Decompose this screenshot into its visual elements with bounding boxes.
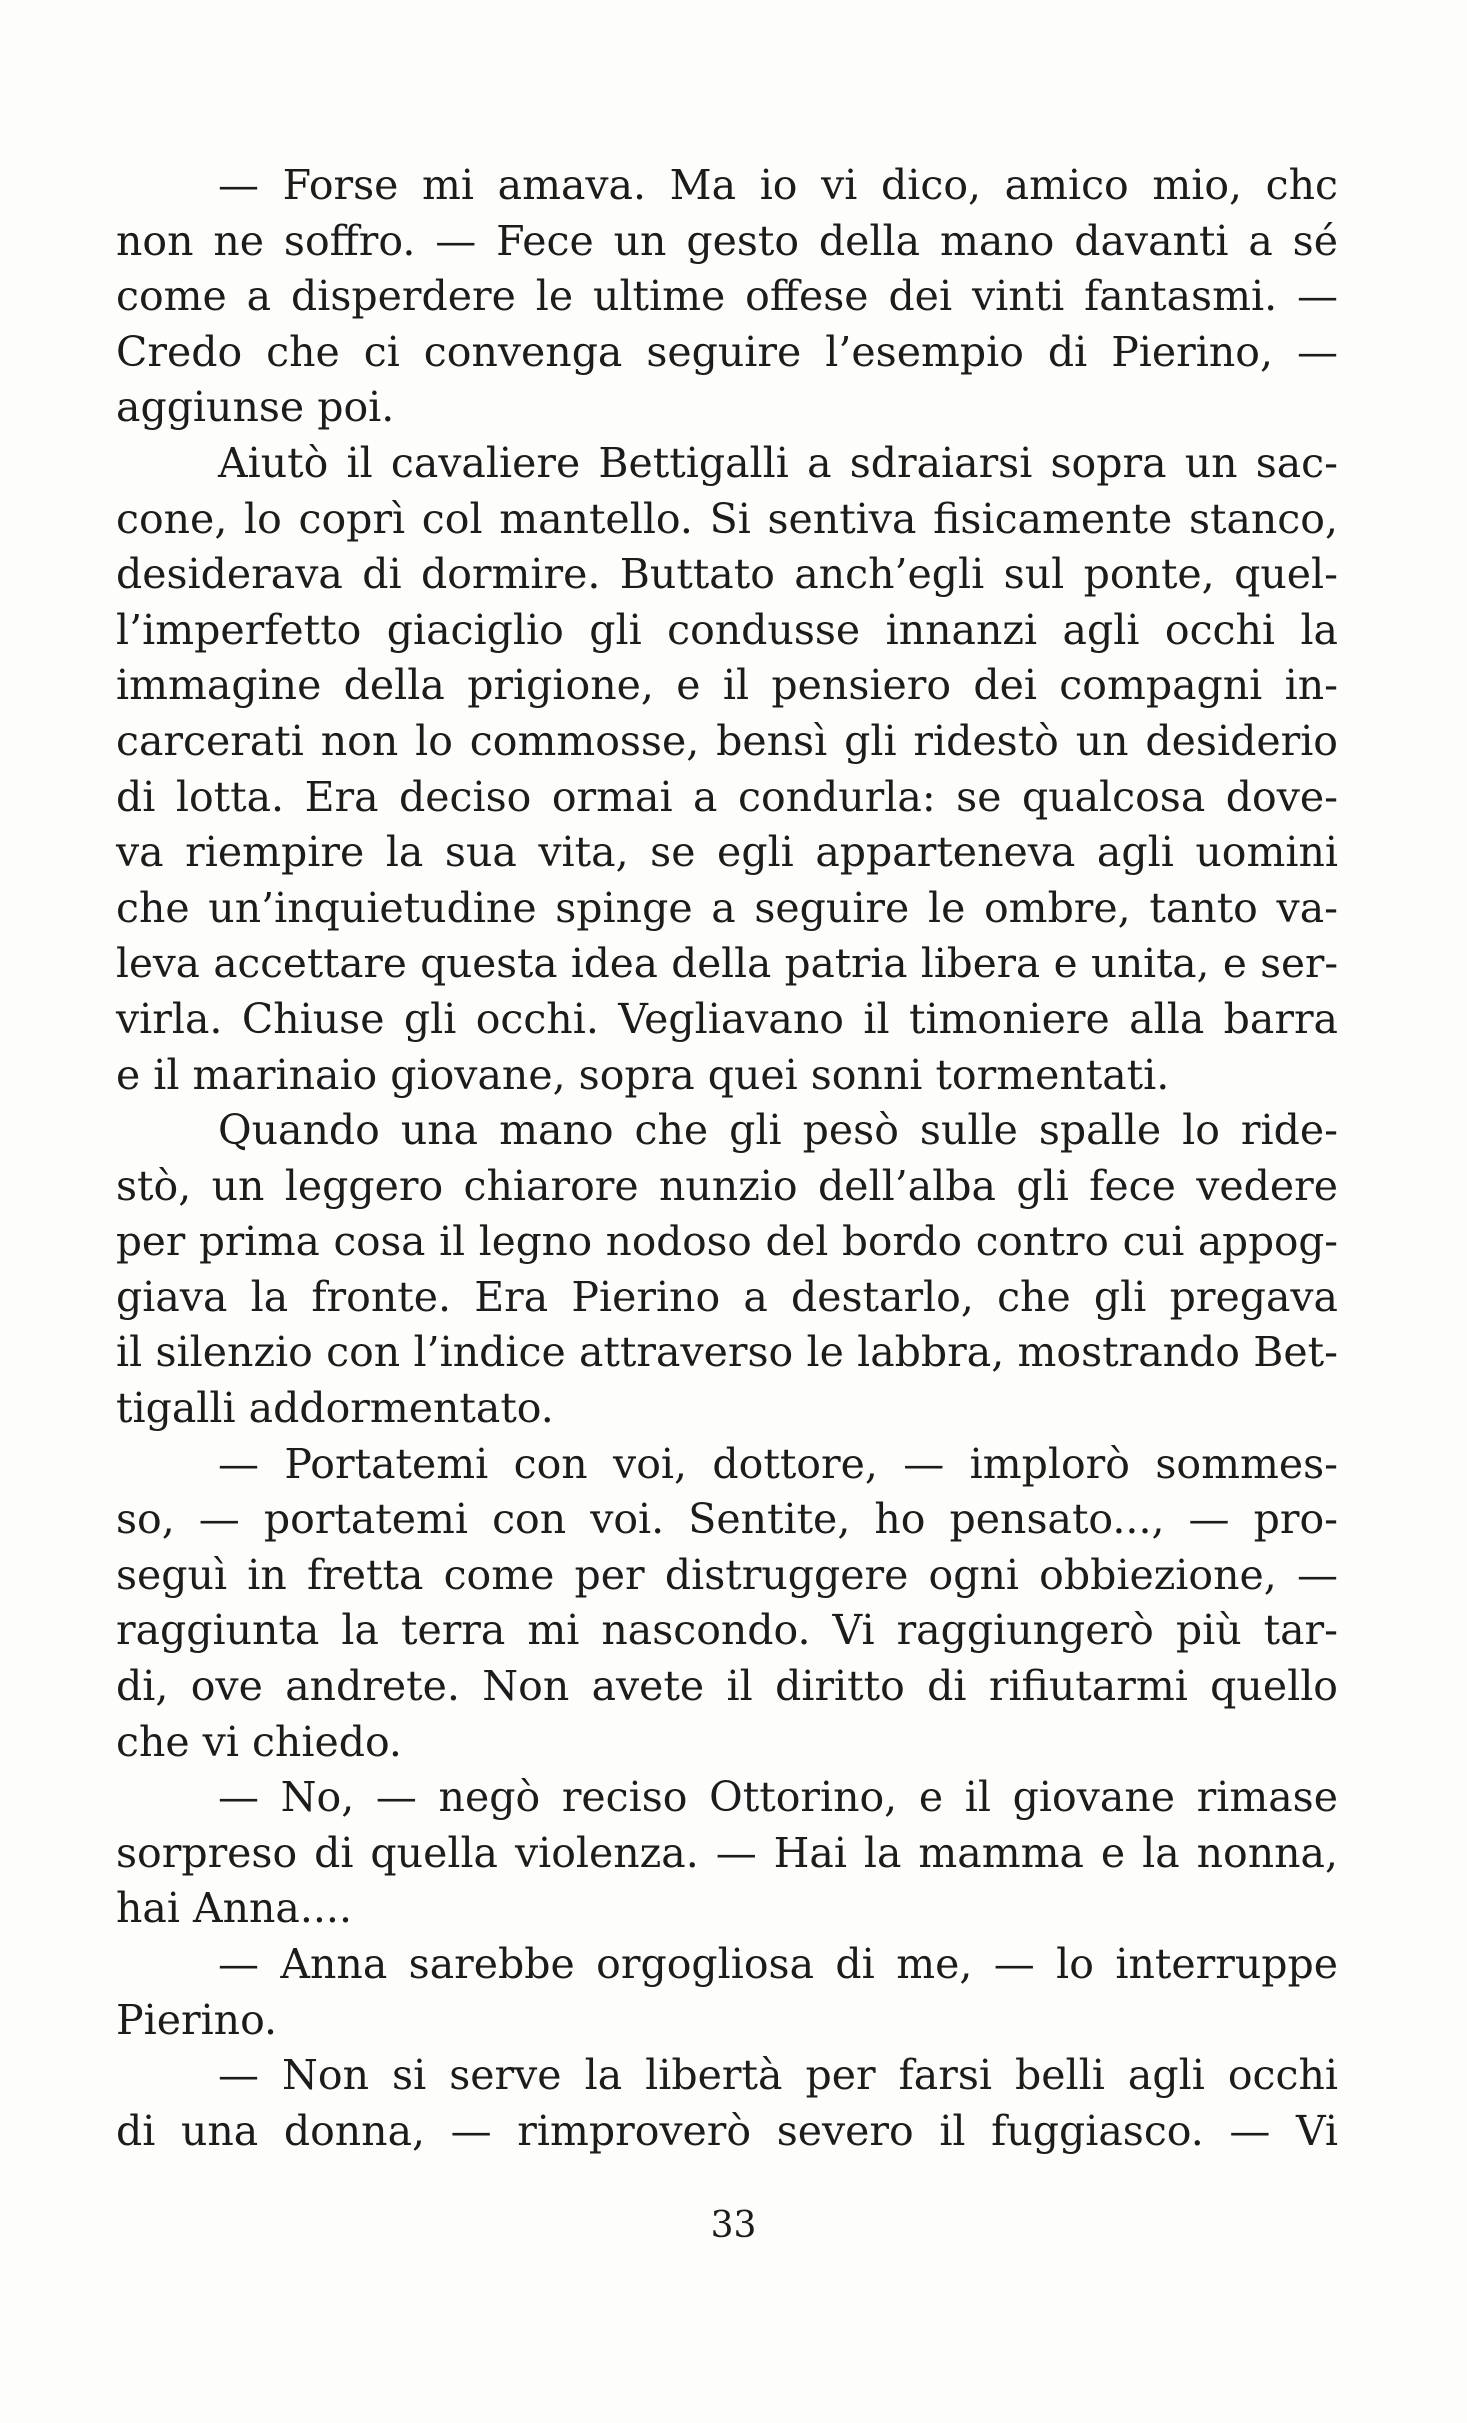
text-line: stò, un leggero chiarore nunzio dell’alba gli fece vedere bbox=[116, 1161, 1338, 1210]
page-number: 33 bbox=[710, 2205, 757, 2246]
text-line: per prima cosa il legno nodoso del bordo contro cui appog- bbox=[116, 1217, 1338, 1266]
text-line: — Anna sarebbe orgogliosa di me, — lo interruppe bbox=[218, 1940, 1338, 1988]
text-line: Aiutò il cavaliere Bettigalli a sdraiarsi sopra un sac- bbox=[218, 438, 1338, 487]
text-line: che vi chiedo. bbox=[116, 1717, 402, 1766]
text-line: va riempire la sua vita, se egli apparteneva agli uomini bbox=[116, 828, 1338, 877]
text-line: non ne soffro. — Fece un gesto della mano davanti a sé bbox=[116, 216, 1338, 265]
text-line: hai Anna.... bbox=[116, 1884, 352, 1933]
text-line: virla. Chiuse gli occhi. Vegliavano il timoniere alla barra bbox=[116, 994, 1338, 1043]
text-line: desiderava di dormire. Buttato anch’egli sul ponte, quel- bbox=[116, 550, 1338, 599]
text-line: sorpreso di quella violenza. — Hai la mamma e la nonna, bbox=[116, 1828, 1338, 1877]
text-line: di, ove andrete. Non avete il diritto di rifiutarmi quello bbox=[116, 1662, 1338, 1711]
text-line: — No, — negò reciso Ottorino, e il giovane rimase bbox=[218, 1773, 1338, 1822]
text-line: — Forse mi amava. Ma io vi dico, amico mio, chc bbox=[218, 161, 1338, 209]
text-line: e il marinaio giovane, sopra quei sonni tormentati. bbox=[116, 1050, 1170, 1099]
text-line: seguì in fretta come per distruggere ogni obbiezione, — bbox=[116, 1550, 1338, 1599]
text-line: immagine della prigione, e il pensiero dei compagni in- bbox=[116, 661, 1338, 710]
text-line: aggiunse poi. bbox=[116, 383, 395, 432]
text-line: l’imperfetto giaciglio gli condusse innanzi agli occhi la bbox=[116, 605, 1338, 654]
text-line: di lotta. Era deciso ormai a condurla: se qualcosa dove- bbox=[116, 772, 1338, 821]
text-line: cone, lo coprì col mantello. Si sentiva fisicamente stanco, bbox=[116, 494, 1338, 543]
text-line: il silenzio con l’indice attraverso le labbra, mostrando Bet- bbox=[116, 1328, 1338, 1377]
text-line: come a disperdere le ultime offese dei vinti fantasmi. — bbox=[116, 272, 1338, 321]
text-line: so, — portatemi con voi. Sentite, ho pensato..., — pro- bbox=[116, 1495, 1338, 1544]
text-line: — Non si serve la libertà per farsi belli agli occhi bbox=[218, 2051, 1338, 2100]
text-line: Pierino. bbox=[116, 1995, 278, 2044]
text-line: raggiunta la terra mi nascondo. Vi raggiungerò più tar- bbox=[116, 1606, 1338, 1655]
text-line: che un’inquietudine spinge a seguire le ombre, tanto va- bbox=[116, 883, 1338, 932]
text-line: tigalli addormentato. bbox=[116, 1384, 554, 1433]
text-line: leva accettare questa idea della patria libera e unita, e ser- bbox=[116, 939, 1338, 988]
text-line: — Portatemi con voi, dottore, — implorò sommes- bbox=[218, 1439, 1338, 1488]
text-line: carcerati non lo commosse, bensì gli ridestò un desiderio bbox=[116, 716, 1338, 765]
text-line: di una donna, — rimproverò severo il fuggiasco. — Vi bbox=[116, 2106, 1338, 2155]
text-line: Quando una mano che gli pesò sulle spalle lo ride- bbox=[218, 1106, 1338, 1155]
text-line: Credo che ci convenga seguire l’esempio di Pierino, — bbox=[116, 327, 1338, 376]
body-text bbox=[116, 158, 1338, 2159]
text-line: giava la fronte. Era Pierino a destarlo, che gli pregava bbox=[116, 1272, 1338, 1321]
